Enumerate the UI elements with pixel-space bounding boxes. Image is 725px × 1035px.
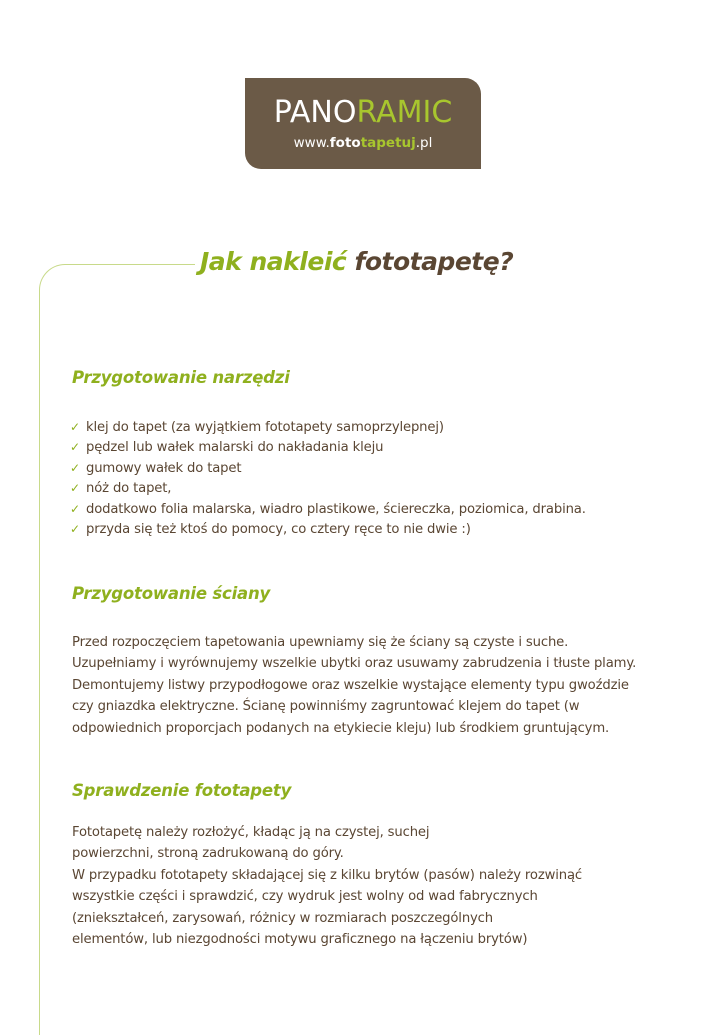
checkmark-icon: ✓ [70, 420, 80, 434]
wall-paragraph [72, 632, 636, 739]
page-title: Jak nakleić fototapetę? [200, 247, 514, 276]
list-item: ✓ klej do tapet (za wyjątkiem fototapety samoprzylepnej) [70, 417, 586, 437]
list-item: ✓ nóż do tapet, [70, 478, 586, 498]
check-paragraph [72, 822, 582, 950]
checkmark-icon: ✓ [70, 521, 80, 536]
paragraph-line: elementów, lub niezgodności motywu graficznego na łączeniu brytów) [72, 932, 528, 948]
paragraph-line: wszystkie części i sprawdzić, czy wydruk jest wolny od wad fabrycznych [72, 889, 538, 905]
paragraph-line: Przed rozpoczęciem tapetowania upewniamy się że ściany są czyste i suche. [72, 635, 569, 650]
paragraph-line: odpowiednich proporcjach podanych na etykiecie kleju) lub środkiem gruntującym. [72, 720, 610, 736]
paragraph-line: Fototapetę należy rozłożyć, kładąc ją na czystej, suchej [72, 825, 430, 840]
section-heading-tools: Przygotowanie narzędzi [72, 368, 290, 387]
list-item: ✓ przyda się też ktoś do pomocy, co cztery ręce to nie dwie :) [70, 519, 586, 539]
logo-wordmark: PANORAMIC [273, 95, 453, 130]
list-item: ✓ pędzel lub wałek malarski do nakładania kleju [70, 437, 586, 457]
paragraph-line: Demontujemy listwy przypodłogowe oraz wszelkie wystające elementy typu gwoździe [72, 677, 629, 693]
paragraph-line: (zniekształceń, zarysowań, różnicy w rozmiarach poszczególnych [72, 910, 493, 926]
section-heading-check: Sprawdzenie fototapety [72, 781, 292, 800]
tools-list [70, 417, 586, 539]
checkmark-icon: ✓ [70, 440, 80, 455]
list-item: ✓ dodatkowo folia malarska, wiadro plastikowe, ściereczka, poziomica, drabina. [70, 499, 586, 519]
checkmark-icon: ✓ [70, 481, 80, 496]
paragraph-line: czy gniazdka elektryczne. Ścianę powinniśmy zagruntować klejem do tapet (w [72, 699, 580, 715]
logo-url: www.fototapetuj.pl [293, 135, 433, 151]
paragraph-line: Uzupełniamy i wyrównujemy wszelkie ubytki oraz usuwamy zabrudzenia i tłuste plamy. [72, 656, 637, 672]
panoramic-logo [245, 78, 481, 169]
section-heading-wall: Przygotowanie ściany [72, 584, 271, 603]
checkmark-icon: ✓ [70, 501, 80, 516]
checkmark-icon: ✓ [70, 460, 80, 475]
paragraph-line: powierzchni, stroną zadrukowaną do góry. [72, 846, 344, 862]
paragraph-line: W przypadku fototapety składającej się z kilku brytów (pasów) należy rozwinąć [72, 867, 582, 883]
list-item: ✓ gumowy wałek do tapet [70, 458, 586, 478]
